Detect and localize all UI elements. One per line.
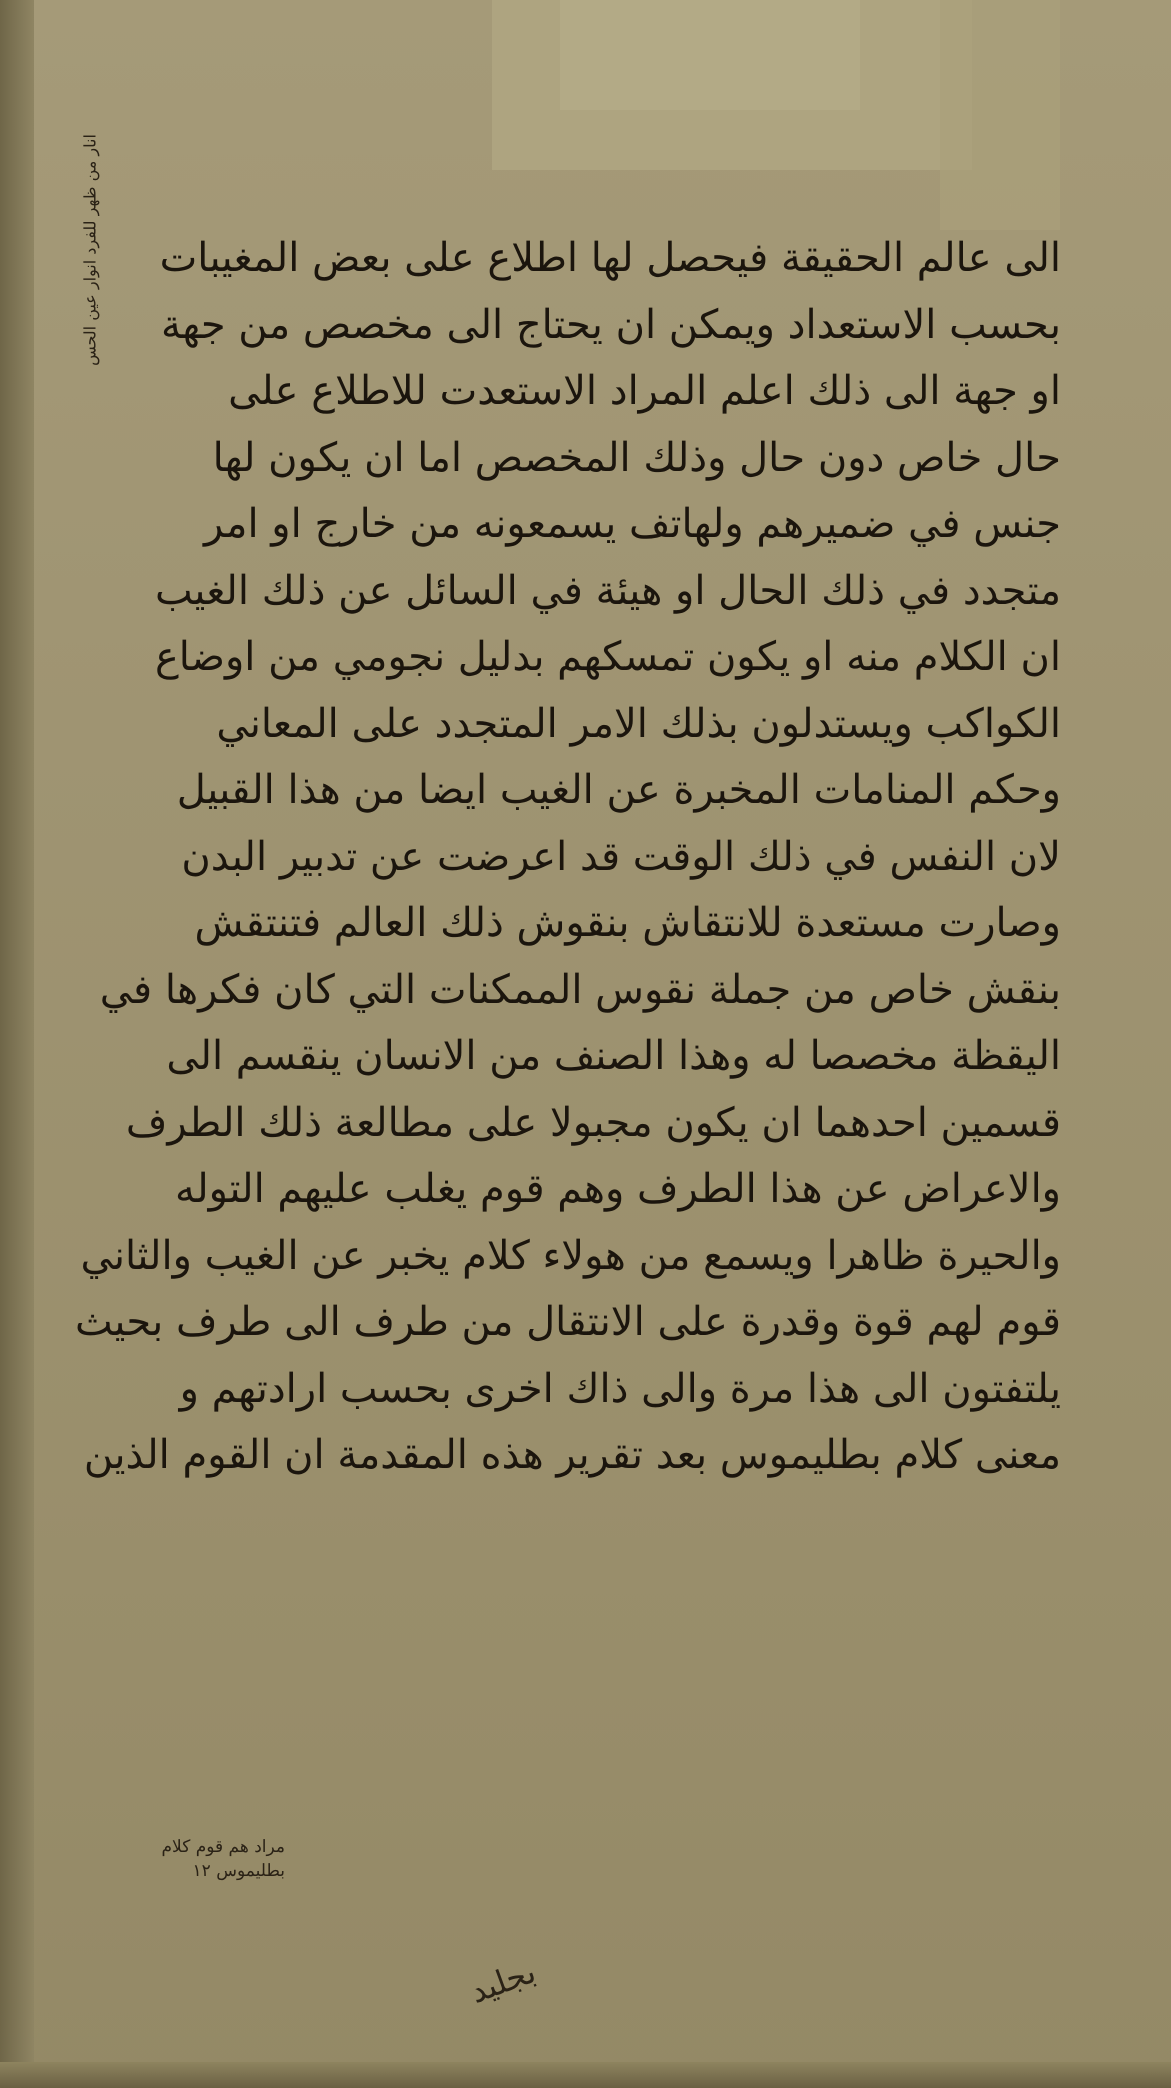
- text-line: جنس في ضميرهم ولهاتف يسمعونه من خارج او امر: [203, 501, 1061, 547]
- text-line: وصارت مستعدة للانتقاش بنقوش ذلك العالم فتنتقش: [194, 900, 1061, 946]
- text-line: حال خاص دون حال وذلك المخصص اما ان يكون لها: [212, 434, 1061, 481]
- page-bottom-edge: [0, 2062, 1171, 2088]
- text-line: بحسب الاستعداد ويمكن ان يحتاج الى مخصص من جهة: [160, 301, 1061, 348]
- text-line: معنى كلام بطليموس بعد تقرير هذه المقدمة ان القوم الذين: [83, 1432, 1061, 1478]
- text-line: ان الكلام منه او يكون تمسكهم بدليل نجومي من اوضاع: [154, 634, 1061, 680]
- margin-note: [70, 70, 110, 430]
- text-line: والحيرة ظاهرا ويسمع من هولاء كلام يخبر عن الغيب والثاني: [80, 1232, 1061, 1279]
- text-line: متجدد في ذلك الحال او هيئة في السائل عن ذلك الغيب: [155, 567, 1061, 614]
- footnote-line: بطليموس ١٢: [192, 1861, 285, 1881]
- text-line: قوم لهم قوة وقدرة على الانتقال من طرف الى طرف بحيث: [74, 1299, 1061, 1345]
- text-line: اليقظة مخصصا له وهذا الصنف من الانسان ينقسم الى: [166, 1033, 1061, 1079]
- binding-edge: [0, 0, 34, 2088]
- text-line: يلتفتون الى هذا مرة والى ذاك اخرى بحسب ارادتهم و: [179, 1365, 1061, 1412]
- text-line: وحكم المنامات المخبرة عن الغيب ايضا من هذا القبيل: [176, 767, 1061, 813]
- text-line: الكواكب ويستدلون بذلك الامر المتجدد على المعاني: [216, 700, 1061, 747]
- repair-tape: [940, 0, 1060, 230]
- repair-tape: [560, 0, 860, 110]
- margin-note-text: انار من ظهر للفرد انوار عين الحس: [80, 134, 100, 366]
- catchword: بجليد: [465, 1952, 541, 2011]
- text-line: بنقش خاص من جملة نقوس الممكنات التي كان فكرها في: [99, 966, 1061, 1013]
- footnote: [105, 1835, 285, 1883]
- text-line: او جهة الى ذلك اعلم المراد الاستعدت للاطلاع على: [228, 368, 1061, 414]
- text-line: قسمين احدهما ان يكون مجبولا على مطالعة ذلك الطرف: [125, 1099, 1061, 1146]
- text-line: الى عالم الحقيقة فيحصل لها اطلاع على بعض المغيبات: [159, 235, 1061, 281]
- text-line: والاعراض عن هذا الطرف وهم قوم يغلب عليهم التوله: [175, 1166, 1061, 1212]
- text-line: لان النفس في ذلك الوقت قد اعرضت عن تدبير البدن: [181, 833, 1061, 880]
- footnote-line: مراد هم قوم كلام: [161, 1837, 285, 1857]
